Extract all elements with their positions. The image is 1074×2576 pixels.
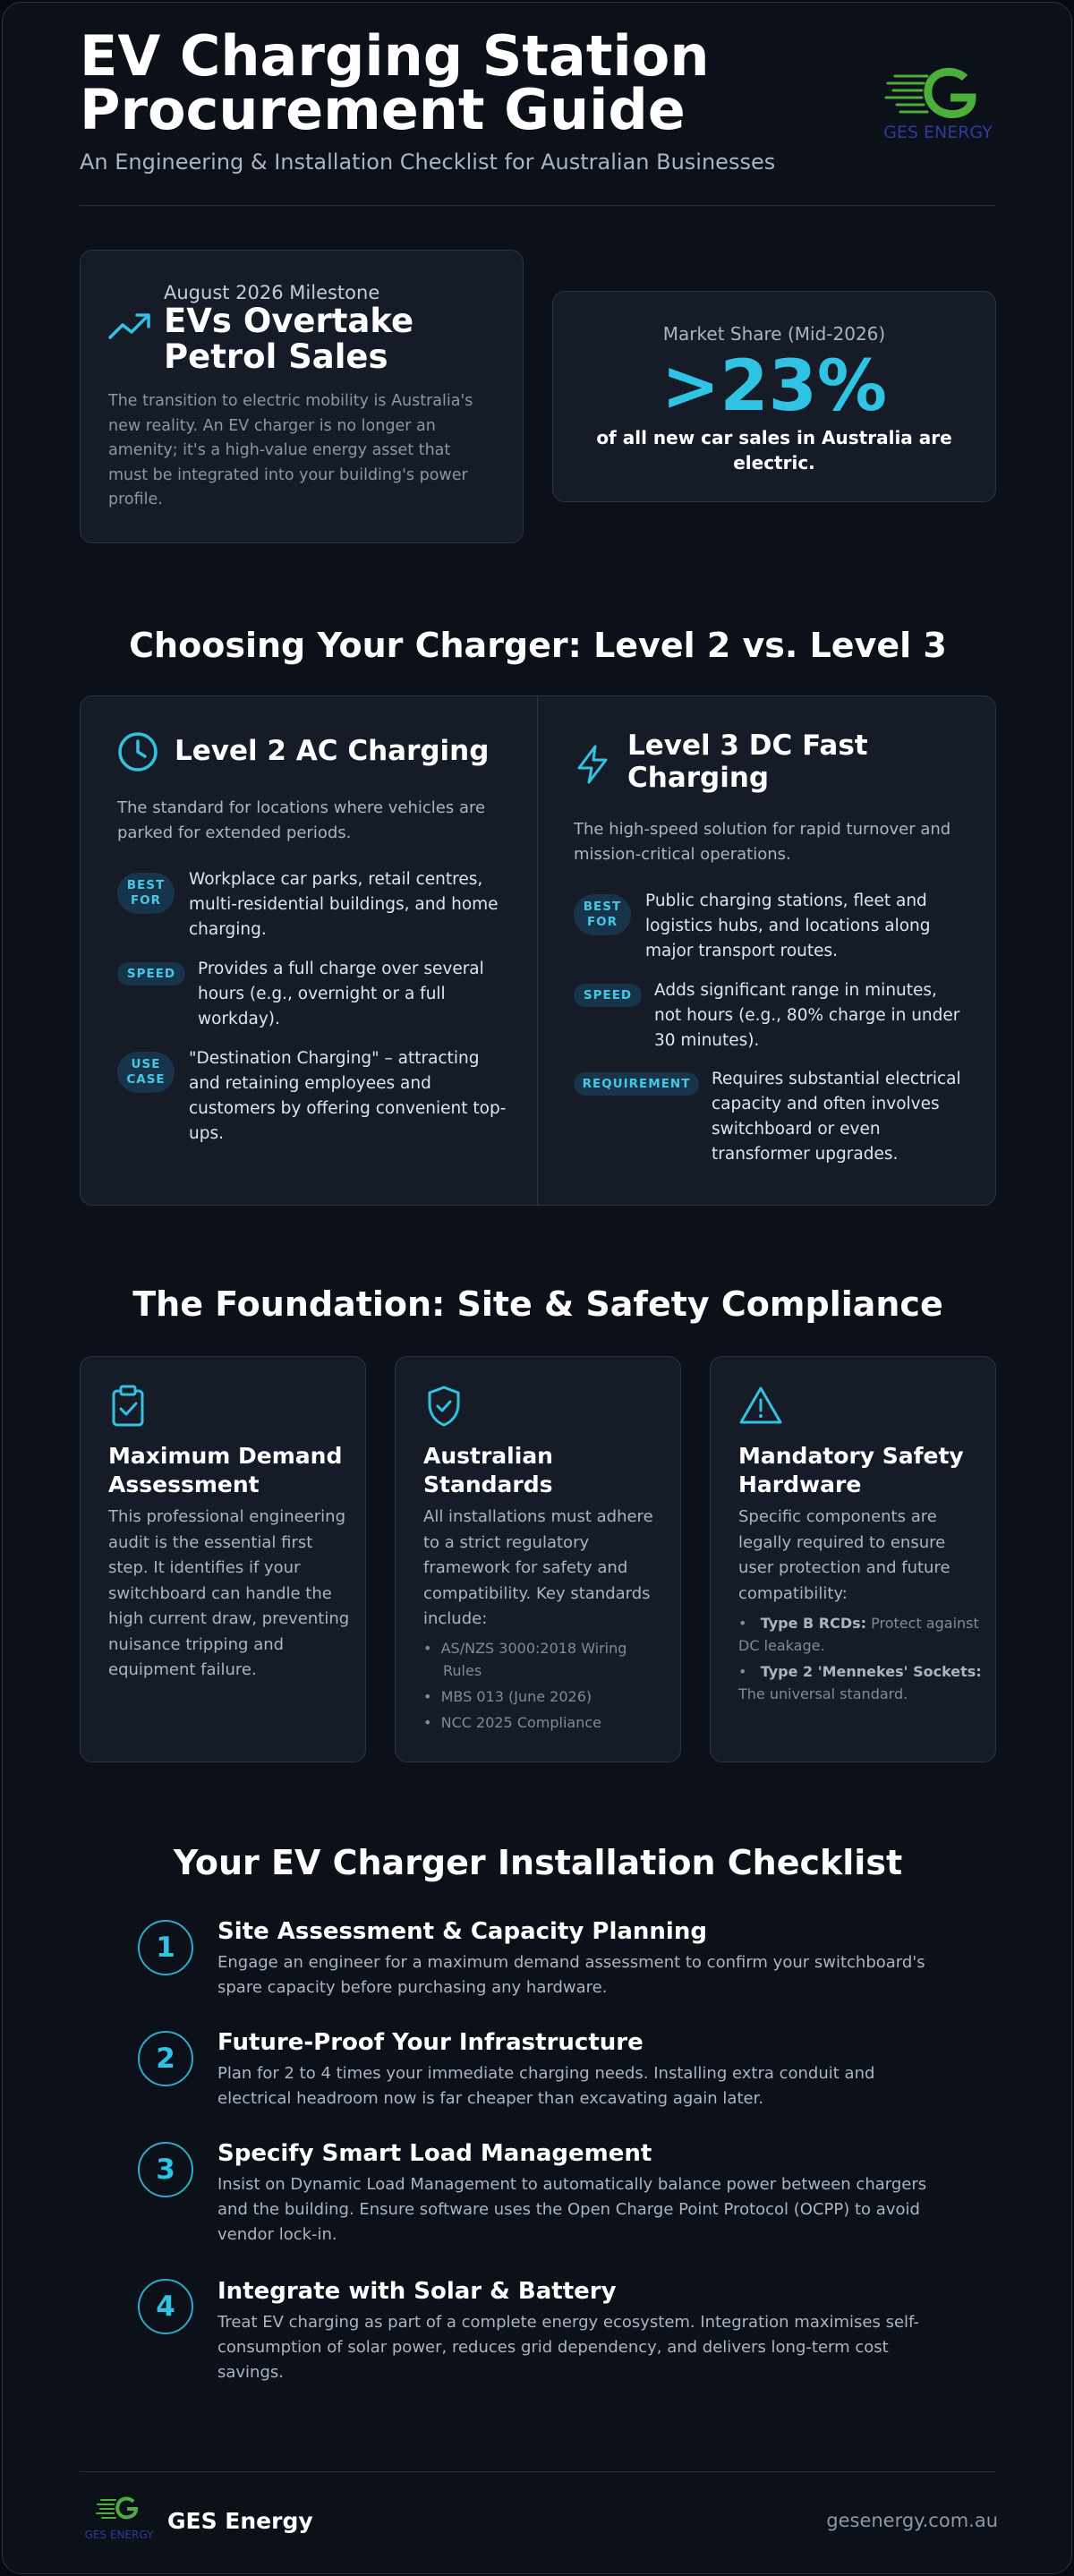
warning-triangle-icon [738,1385,783,1426]
level2-feature-best-for: Workplace car parks, retail centres, multi-residential buildings, and home charging. [189,870,499,939]
page-title: EV Charging Station Procurement Guide [80,23,710,142]
level3-tag-speed: SPEED [574,984,642,1007]
hardware-list [738,1612,982,1705]
step-body: Treat EV charging as part of a complete energy ecosystem. Integration maximises self-consumption of solar power, reduces grid dependency, and delivers long-term cost savings. [217,2313,919,2382]
step-body: Plan for 2 to 4 times your immediate charging needs. Installing extra conduit and electrical headroom now is far cheaper than excavating again later. [217,2064,875,2108]
level2-title: Level 2 AC Charging [175,735,490,767]
footer-company-name: GES Energy [167,2508,313,2534]
milestone-title: EVs Overtake Petrol Sales [164,302,414,376]
standards-list [423,1637,667,1734]
lightning-icon [574,744,611,785]
footer-website-link[interactable]: gesenergy.com.au [826,2510,998,2531]
level3-feature-best-for: Public charging stations, fleet and logistics hubs, and locations along major transport routes. [645,891,931,960]
level3-title: Level 3 DC Fast Charging [627,729,868,794]
list-item: • NCC 2025 Compliance [423,1714,601,1731]
logo-wordmark: GES ENERGY [883,123,993,142]
level2-feature-speed: Provides a full charge over several hours (e.g., overnight or a full workday). [198,960,484,1028]
level3-intro: The high-speed solution for rapid turnover and mission-critical operations. [574,820,951,864]
step-body: Engage an engineer for a maximum demand assessment to confirm your switchboard's spare capacity before purchasing any hardware. [217,1953,925,1997]
footer-divider [80,2471,996,2472]
market-share-label: Market Share (Mid-2026) [662,323,886,345]
trending-up-icon [108,311,151,341]
compliance-title-demand: Maximum Demand Assessment [108,1443,343,1497]
milestone-body: The transition to electric mobility is Australia's new reality. An EV charger is no longer an amenity; it's a high-value energy asset that must be integrated into your building's power profile. [108,392,473,508]
clock-icon [117,731,158,772]
level3-feature-speed: Adds significant range in minutes, not hours (e.g., 80% charge in under 30 minutes). [654,981,960,1050]
level3-tag-requirement: REQUIREMENT [574,1072,699,1096]
header-divider [80,205,996,206]
step-number: 3 [138,2142,193,2197]
compliance-title-hardware: Mandatory Safety Hardware [738,1443,964,1497]
level2-tag-best-for: BEST FOR [117,873,175,914]
compliance-body-standards: All installations must adhere to a strict regulatory framework for safety and compatibility. Key standards include: [423,1507,653,1628]
compliance-body-demand: This professional engineering audit is the essential first step. It identifies if your switchboard can handle the high current draw, preventing nuisance tripping and equipment failure. [108,1507,350,1679]
level2-tag-use-case: USE CASE [117,1052,175,1093]
step-number: 1 [138,1920,193,1975]
charger-section-title: Choosing Your Charger: Level 2 vs. Level 3 [129,626,947,665]
compliance-body-hardware: Specific components are legally required to ensure user protection and future compatibility: [738,1507,950,1603]
page-subtitle: An Engineering & Installation Checklist for Australian Businesses [80,149,776,175]
compliance-section-title: The Foundation: Site & Safety Compliance [132,1284,943,1324]
shield-check-icon [425,1385,463,1428]
step-title: Integrate with Solar & Battery [217,2278,617,2305]
step-number: 4 [138,2279,193,2334]
level2-intro: The standard for locations where vehicles are parked for extended periods. [117,798,486,842]
market-share-caption: of all new car sales in Australia are electric. [596,427,952,473]
market-share-value: >23% [661,346,888,427]
step-title: Site Assessment & Capacity Planning [217,1918,707,1945]
level3-tag-best-for: BEST FOR [574,894,631,935]
charger-divider [537,696,538,1205]
list-item: • AS/NZS 3000:2018 Wiring Rules [423,1640,627,1679]
step-title: Specify Smart Load Management [217,2140,652,2167]
footer-logo-wordmark: GES ENERGY [84,2529,154,2541]
checklist-section-title: Your EV Charger Installation Checklist [173,1843,903,1882]
step-title: Future-Proof Your Infrastructure [217,2029,644,2056]
step-body: Insist on Dynamic Load Management to automatically balance power between chargers and the building. Ensure software uses the Open Charge Point Protocol (OCPP) to avoid vendor lock-in. [217,2175,927,2244]
infographic-page [2,2,1072,2574]
milestone-eyebrow: August 2026 Milestone [164,282,380,303]
ges-logo-icon [94,2495,144,2525]
list-item: • Type B RCDs: Protect against DC leakage. [738,1615,979,1654]
list-item: • MBS 013 (June 2026) [423,1688,592,1705]
list-item: • Type 2 'Mennekes' Sockets: The universal standard. [738,1663,982,1702]
level3-feature-requirement: Requires substantial electrical capacity and often involves switchboard or even transformer upgrades. [712,1070,961,1164]
level2-tag-speed: SPEED [117,962,185,985]
step-number: 2 [138,2031,193,2086]
clipboard-check-icon [108,1385,148,1428]
compliance-title-standards: Australian Standards [423,1443,553,1497]
level2-feature-use-case: "Destination Charging" – attracting and retaining employees and customers by offering convenient top-ups. [189,1049,507,1143]
